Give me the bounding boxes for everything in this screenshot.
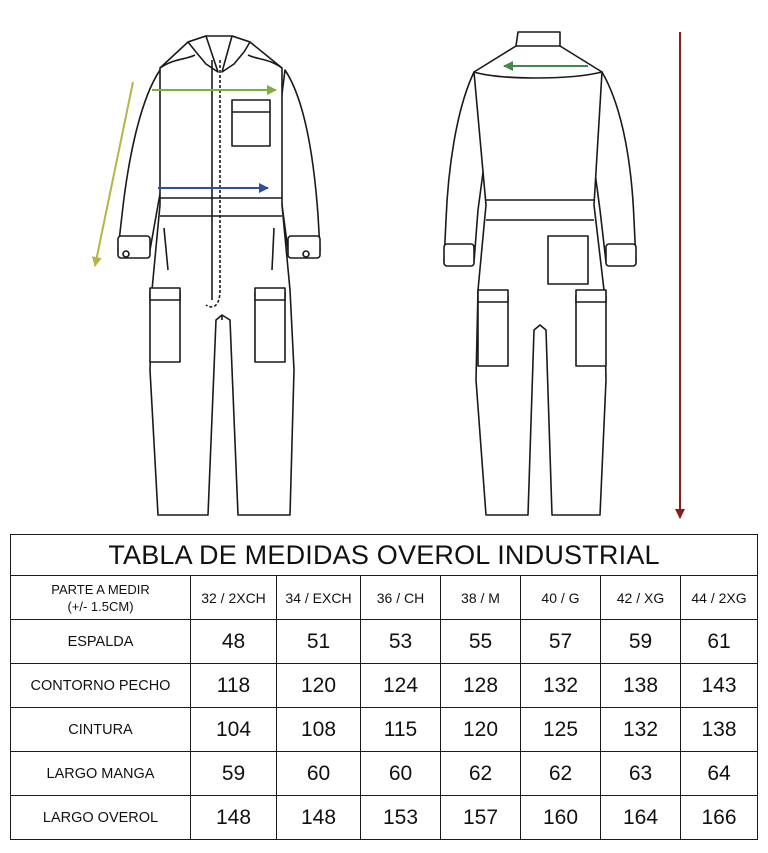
row-label: LARGO MANGA bbox=[11, 752, 191, 796]
size-header: 36 / CH bbox=[361, 576, 441, 620]
table-cell: 157 bbox=[441, 796, 521, 840]
table-cell: 138 bbox=[681, 708, 758, 752]
row-label: CONTORNO PECHO bbox=[11, 664, 191, 708]
table-cell: 120 bbox=[277, 664, 361, 708]
size-header: 38 / M bbox=[441, 576, 521, 620]
table-row bbox=[11, 664, 758, 708]
measure-part-label: PARTE A MEDIR bbox=[51, 581, 150, 597]
size-header: 42 / XG bbox=[601, 576, 681, 620]
table-cell: 64 bbox=[681, 752, 758, 796]
table-cell: 120 bbox=[441, 708, 521, 752]
table-cell: 138 bbox=[601, 664, 681, 708]
table-cell: 60 bbox=[361, 752, 441, 796]
table-cell: 62 bbox=[441, 752, 521, 796]
size-header: 34 / EXCH bbox=[277, 576, 361, 620]
row-label: LARGO OVEROL bbox=[11, 796, 191, 840]
table-cell: 148 bbox=[191, 796, 277, 840]
size-header: 32 / 2XCH bbox=[191, 576, 277, 620]
table-cell: 51 bbox=[277, 620, 361, 664]
table-cell: 128 bbox=[441, 664, 521, 708]
table-cell: 164 bbox=[601, 796, 681, 840]
table-cell: 132 bbox=[521, 664, 601, 708]
table-cell: 125 bbox=[521, 708, 601, 752]
table-cell: 124 bbox=[361, 664, 441, 708]
size-header: 40 / G bbox=[521, 576, 601, 620]
table-cell: 104 bbox=[191, 708, 277, 752]
table-cell: 153 bbox=[361, 796, 441, 840]
table-cell: 57 bbox=[521, 620, 601, 664]
table-row bbox=[11, 796, 758, 840]
table-cell: 108 bbox=[277, 708, 361, 752]
tolerance-label: (+/- 1.5CM) bbox=[67, 598, 134, 614]
table-cell: 166 bbox=[681, 796, 758, 840]
table-title: TABLA DE MEDIDAS OVEROL INDUSTRIAL bbox=[11, 535, 758, 576]
table-cell: 60 bbox=[277, 752, 361, 796]
table-cell: 132 bbox=[601, 708, 681, 752]
size-header: 44 / 2XG bbox=[681, 576, 758, 620]
table-cell: 62 bbox=[521, 752, 601, 796]
measure-part-header bbox=[11, 576, 191, 620]
table-cell: 115 bbox=[361, 708, 441, 752]
table-cell: 160 bbox=[521, 796, 601, 840]
coverall-back-drawing bbox=[444, 32, 636, 515]
table-cell: 118 bbox=[191, 664, 277, 708]
table-row bbox=[11, 708, 758, 752]
row-label: CINTURA bbox=[11, 708, 191, 752]
row-label: ESPALDA bbox=[11, 620, 191, 664]
table-cell: 59 bbox=[191, 752, 277, 796]
table-cell: 148 bbox=[277, 796, 361, 840]
table-cell: 55 bbox=[441, 620, 521, 664]
table-cell: 143 bbox=[681, 664, 758, 708]
table-cell: 48 bbox=[191, 620, 277, 664]
table-cell: 63 bbox=[601, 752, 681, 796]
table-row bbox=[11, 620, 758, 664]
table-cell: 61 bbox=[681, 620, 758, 664]
size-header-row bbox=[11, 576, 758, 620]
table-row bbox=[11, 752, 758, 796]
size-chart-table bbox=[10, 534, 758, 840]
coverall-front-drawing bbox=[118, 36, 320, 515]
table-cell: 59 bbox=[601, 620, 681, 664]
table-cell: 53 bbox=[361, 620, 441, 664]
